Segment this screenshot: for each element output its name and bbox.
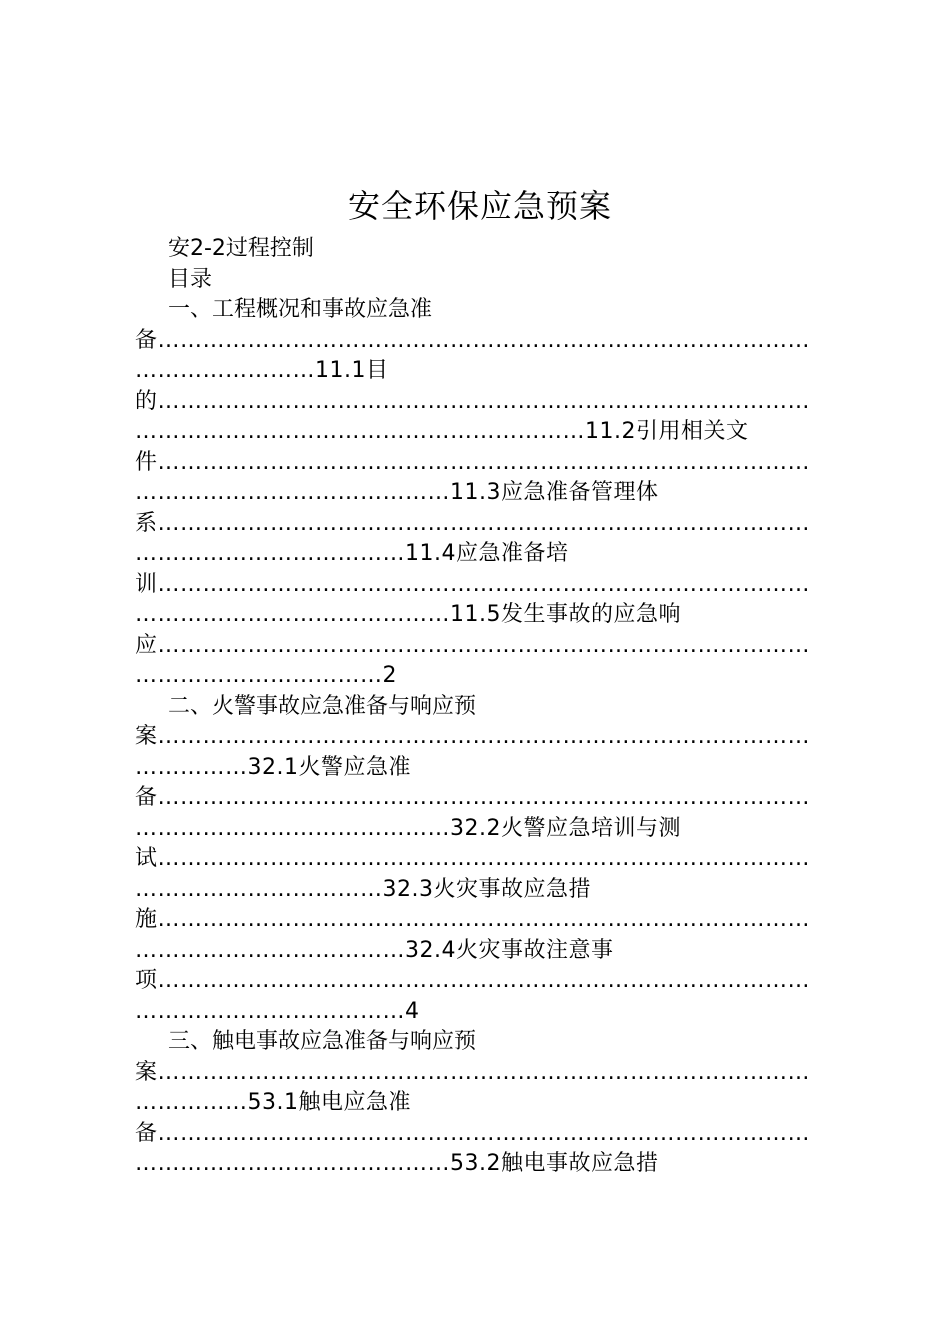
toc-line: 案…………………………………………………………………………… xyxy=(135,724,811,749)
toc-line: 的…………………………………………………………………………… xyxy=(135,388,811,414)
toc-line: 件…………………………………………………………………………… xyxy=(135,449,811,475)
toc-section-heading: 二、火警事故应急准备与响应预 xyxy=(168,693,477,719)
toc-line: ……………………………………11.5发生事故的应急响 xyxy=(135,602,681,627)
toc-line: ……………………………………53.2触电事故应急措 xyxy=(135,1151,659,1176)
toc-line: 应…………………………………………………………………………… xyxy=(135,632,811,658)
toc-line: 训…………………………………………………………………………… xyxy=(135,571,811,597)
toc-line: ……………………………32.3火灾事故应急措 xyxy=(135,876,591,902)
toc-label: 目录 xyxy=(168,266,213,292)
toc-section-heading: 三、触电事故应急准备与响应预 xyxy=(168,1029,477,1054)
toc-line: ………………………………11.4应急准备培 xyxy=(135,541,569,566)
toc-line: 项…………………………………………………………………………… xyxy=(135,968,811,993)
toc-line: ……………………………2 xyxy=(135,663,397,688)
toc-line: 备…………………………………………………………………………… xyxy=(135,1120,811,1146)
toc-line: 案…………………………………………………………………………… xyxy=(135,1059,811,1085)
toc-line: 系…………………………………………………………………………… xyxy=(135,510,811,536)
toc-line: ……………53.1触电应急准 xyxy=(135,1090,411,1115)
toc-line: 备…………………………………………………………………………… xyxy=(135,327,811,353)
document-title: 安全环保应急预案 xyxy=(347,187,612,225)
toc-line: ………………………………4 xyxy=(135,998,420,1024)
document-subtitle: 安2-2过程控制 xyxy=(168,236,314,261)
toc-line: ……………32.1火警应急准 xyxy=(135,754,411,780)
toc-line: 试…………………………………………………………………………… xyxy=(135,846,811,871)
toc-line: ……………………11.1目 xyxy=(135,358,389,383)
toc-section-heading: 一、工程概况和事故应急准 xyxy=(168,297,433,322)
toc-line: 施…………………………………………………………………………… xyxy=(135,907,811,932)
toc-line: ……………………………………………………11.2引用相关文 xyxy=(135,419,749,444)
toc-line: ……………………………………11.3应急准备管理体 xyxy=(135,480,659,505)
toc-line: ……………………………………32.2火警应急培训与测 xyxy=(135,815,681,841)
toc-line: ………………………………32.4火灾事故注意事 xyxy=(135,937,614,963)
toc-line: 备…………………………………………………………………………… xyxy=(135,785,811,810)
toc-body xyxy=(135,234,825,1180)
